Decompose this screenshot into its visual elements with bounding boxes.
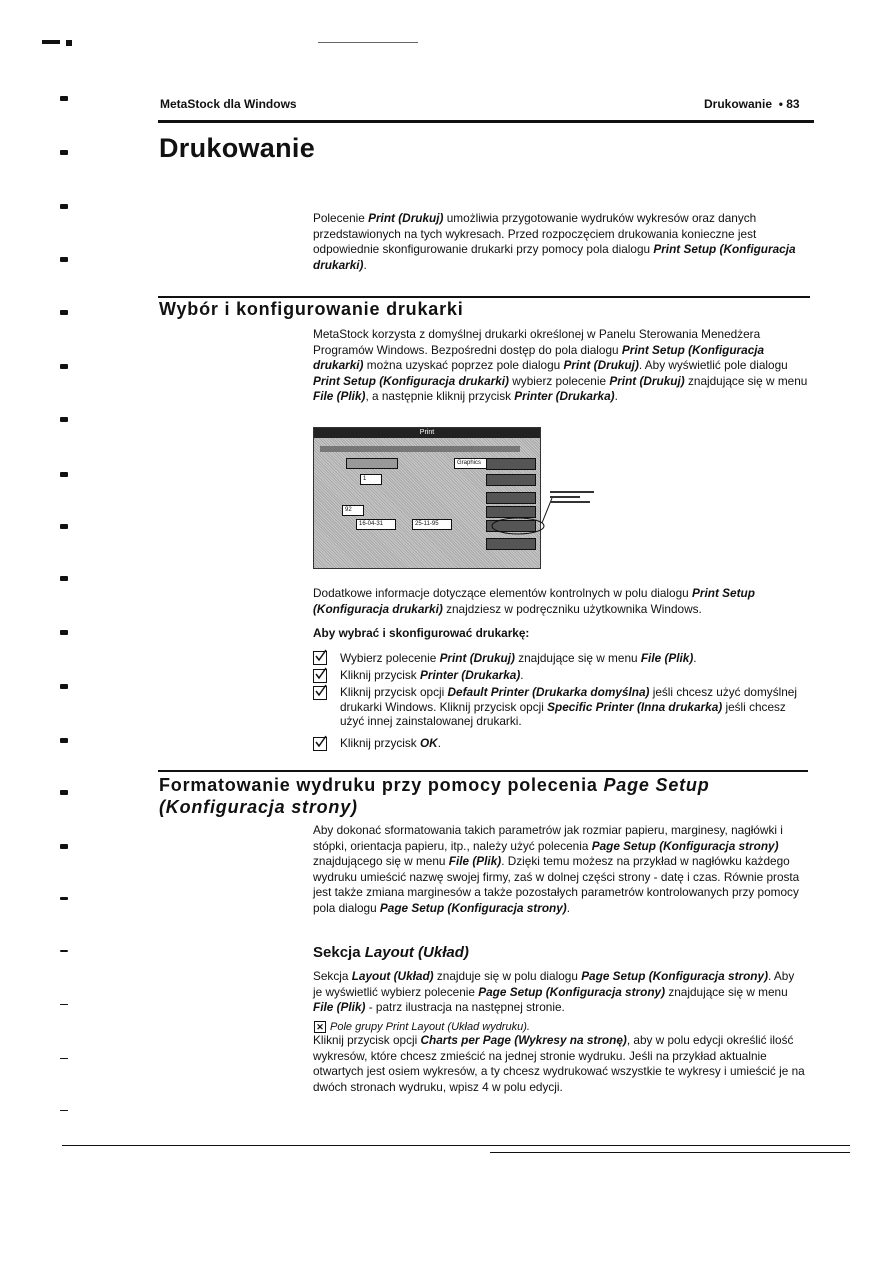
checkbox-icon bbox=[313, 669, 327, 683]
page-title: Drukowanie bbox=[159, 133, 316, 163]
footer-rule bbox=[62, 1145, 850, 1146]
binding-mark bbox=[60, 1110, 68, 1111]
section-heading: Wybór i konfigurowanie drukarki bbox=[159, 299, 464, 319]
binding-mark bbox=[60, 150, 68, 155]
section1-paragraph: MetaStock korzysta z domyślnej drukarki określonej w Panelu Sterowania Menedżera Programów Windows. Bezpośredni dostęp do pola dialogu Print Setup (Konfiguracja drukarki) można uzyskać poprzez pole dialogu Print (Drukuj). Aby wyświetlić pole dialogu Print Setup (Konfiguracja drukarki) wybierz polecenie Print (Drukuj) znajdujące się w menu File (Plik), a następnie kliknij przycisk Printer (Drukarka). bbox=[313, 327, 808, 403]
binding-mark bbox=[60, 684, 68, 689]
step-item: Kliknij przycisk opcji Default Printer (Drukarka domyślna) jeśli chcesz użyć domyślnej drukarki Windows. Kliknij przycisk opcji Specific Printer (Inna drukarka) jeśli chcesz użyć innej zainstalowanej drukarki. bbox=[340, 685, 797, 728]
intro-paragraph: Polecenie Print (Drukuj) umożliwia przygotowanie wydruków wykresów oraz danych przedstawionych na tych wykresach. Przed rozpoczęciem drukowania konieczne jest odpowiednie skonfigurowanie drukarki przy pomocy pola dialogu Print Setup (Konfiguracja drukarki). bbox=[313, 211, 796, 272]
top-stray-line bbox=[318, 42, 418, 43]
header-bullet: • bbox=[775, 97, 787, 111]
procedure-title: Aby wybrać i skonfigurować drukarkę: bbox=[313, 626, 530, 640]
dialog-button bbox=[486, 458, 536, 470]
dialog-title: Print bbox=[314, 428, 540, 438]
binding-mark bbox=[60, 1004, 68, 1005]
copies-field: 1 bbox=[360, 474, 382, 485]
callout-pointer bbox=[470, 488, 610, 548]
binding-mark bbox=[60, 844, 68, 849]
running-header-left: MetaStock dla Windows bbox=[160, 97, 297, 111]
step-item: Kliknij przycisk OK. bbox=[340, 736, 441, 750]
binding-mark bbox=[60, 576, 68, 581]
step-item: Wybierz polecenie Print (Drukuj) znajdujące się w menu File (Plik). bbox=[340, 651, 697, 665]
binding-mark bbox=[60, 790, 68, 795]
corner-mark bbox=[42, 40, 60, 44]
binding-mark bbox=[60, 96, 68, 101]
binding-mark bbox=[60, 738, 68, 743]
figure-label: Pole grupy Print Layout (Układ wydruku). bbox=[330, 1021, 530, 1033]
layout-paragraph: Sekcja Layout (Układ) znajduje się w polu dialogu Page Setup (Konfiguracja strony). Aby je wyświetlić wybierz polecenie Page Setup (Konfiguracja strony) znajdujące się w menu File (Plik) - patrz ilustracja na następnej stronie. bbox=[313, 969, 795, 1014]
binding-mark bbox=[60, 204, 68, 209]
to-date-field: 25-11-95 bbox=[412, 519, 452, 530]
page-number: 83 bbox=[786, 97, 800, 111]
header-chapter: Drukowanie bbox=[704, 97, 773, 111]
section1-paragraph-2: Dodatkowe informacje dotyczące elementów kontrolnych w polu dialogu Print Setup (Konfiguracja drukarki) znajdziesz w podręczniku użytkownika Windows. bbox=[313, 586, 755, 616]
header-rule bbox=[158, 120, 814, 123]
running-header-right bbox=[704, 97, 800, 111]
binding-mark bbox=[60, 257, 68, 262]
binding-mark bbox=[60, 472, 68, 477]
section-heading: Formatowanie wydruku przy pomocy polecenia Page Setup (Konfiguracja strony) bbox=[159, 775, 710, 817]
section2-paragraph: Aby dokonać sformatowania takich parametrów jak rozmiar papieru, marginesy, nagłówki i stópki, orientacja papieru, itp., należy użyć polecenia Page Setup (Konfiguracja strony) znajdującego się w menu File (Plik). Dzięki temu możesz na przykład w nagłówku każdego wydruku umieścić nazwę swojej firmy, zaś w dolnej części strony - datę i czas. Równie prosta jest także zmiana marginesów a także pozostałych parametrów kontrolowanych przy pomocy pola dialogu Page Setup (Konfiguracja strony). bbox=[313, 823, 800, 915]
charts-per-page-paragraph: Kliknij przycisk opcji Charts per Page (Wykresy na stronę), aby w polu edycji określić ilość wykresów, które chcesz zmieścić na jednej stronie wydruku. Jeśli na przykład aktualnie otwartych jest osiem wykresów, a ty chcesz wydrukować wszystkie te wykresy i umieścić je na dwóch stronach wydruku, wpisz 4 w polu edycji. bbox=[313, 1033, 805, 1094]
binding-mark bbox=[60, 524, 68, 529]
step-item: Kliknij przycisk Printer (Drukarka). bbox=[340, 668, 524, 682]
printer-line bbox=[320, 446, 520, 452]
subsection-heading: Sekcja Layout (Układ) bbox=[313, 944, 469, 961]
binding-mark bbox=[60, 950, 68, 952]
graphics-select: Graphics bbox=[454, 458, 492, 469]
checkbox-icon bbox=[313, 651, 327, 665]
binding-mark bbox=[60, 1058, 68, 1059]
from-date-field: 16-04-31 bbox=[356, 519, 396, 530]
section-rule bbox=[158, 296, 810, 298]
binding-mark bbox=[60, 417, 68, 422]
binding-mark bbox=[60, 364, 68, 369]
section-rule bbox=[158, 770, 808, 772]
binding-mark bbox=[60, 630, 68, 635]
boxed-x-icon: ✕ bbox=[314, 1021, 326, 1033]
binding-mark bbox=[60, 310, 68, 315]
checkbox-icon bbox=[313, 737, 327, 751]
corner-mark bbox=[66, 40, 72, 46]
range-field: 92 bbox=[342, 505, 364, 516]
dialog-button bbox=[486, 474, 536, 486]
binding-mark bbox=[60, 897, 68, 900]
footer-rule bbox=[490, 1152, 850, 1153]
checkbox-icon bbox=[313, 686, 327, 700]
print-what-select bbox=[346, 458, 398, 469]
